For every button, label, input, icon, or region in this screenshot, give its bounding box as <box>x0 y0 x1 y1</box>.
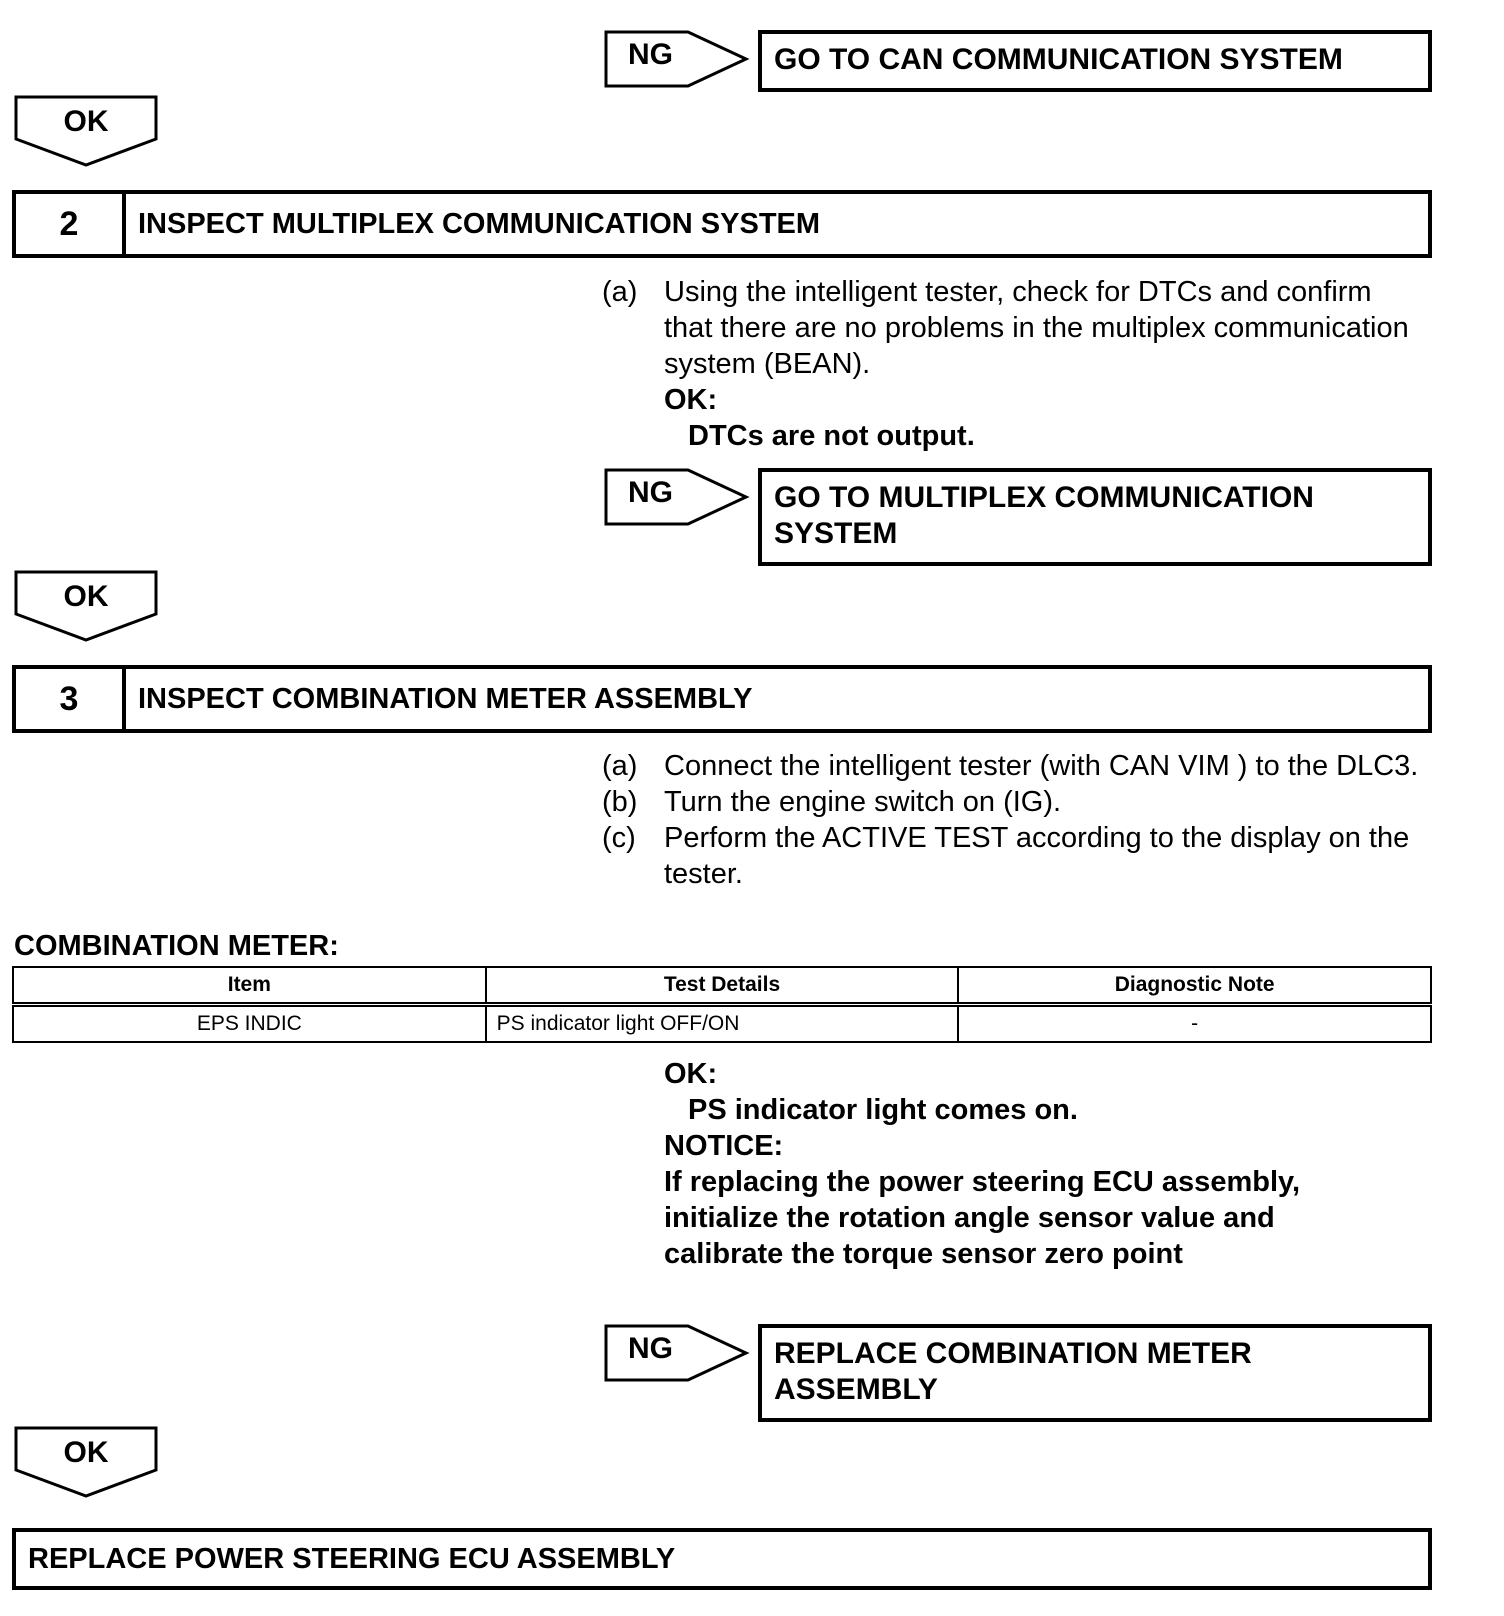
ok-arrow <box>14 1426 158 1498</box>
ng-target-multiplex <box>758 468 1432 566</box>
step-number: 3 <box>16 669 126 729</box>
table-title: COMBINATION METER: <box>14 930 339 962</box>
step-3-instructions <box>602 748 1422 892</box>
ng-arrow-shape <box>604 468 750 526</box>
ok-heading: OK: <box>664 384 718 416</box>
ng-arrow-shape <box>604 30 750 88</box>
step-number: 2 <box>16 194 126 254</box>
ok-label: OK <box>63 1436 109 1469</box>
ng-target-text: GO TO CAN COMMUNICATION SYSTEM <box>774 43 1343 76</box>
table-header-row <box>13 967 1431 1005</box>
step-title: INSPECT COMBINATION METER ASSEMBLY <box>138 682 753 715</box>
step-2-instructions <box>602 274 1422 454</box>
ng-label: NG <box>628 38 673 71</box>
final-step-title: REPLACE POWER STEERING ECU ASSEMBLY <box>28 1542 676 1575</box>
ok-text: PS indicator light comes on. <box>688 1094 1078 1126</box>
ng-arrow <box>604 1324 750 1382</box>
ok-label: OK <box>63 580 109 613</box>
instruction-letter: (a) <box>602 750 638 782</box>
step-2-header <box>12 190 1432 258</box>
ng-target-line: ASSEMBLY <box>774 1373 938 1406</box>
combination-meter-table <box>12 966 1432 1043</box>
ok-criteria <box>602 382 1422 454</box>
ng-label: NG <box>628 476 673 509</box>
instruction-text: Using the intelligent tester, check for DTCs and confirm that there are no problems in the multiplex communication system (BEAN). <box>664 276 1409 380</box>
ok-arrow <box>14 570 158 642</box>
table-cell: EPS INDIC <box>13 1005 486 1043</box>
table-header: Test Details <box>486 967 959 1005</box>
ng-target-combination-meter <box>758 1324 1432 1422</box>
table-row <box>13 1005 1431 1043</box>
instruction-row <box>602 820 1422 892</box>
instruction-row <box>602 274 1422 382</box>
ok-arrow <box>14 95 158 167</box>
ng-label: NG <box>628 1332 673 1365</box>
notice-heading: NOTICE: <box>664 1130 784 1162</box>
ok-label: OK <box>63 105 109 138</box>
table-header: Item <box>13 967 486 1005</box>
final-step-box <box>12 1528 1432 1590</box>
step-3-header <box>12 665 1432 733</box>
instruction-row <box>602 784 1422 820</box>
ng-target-can <box>758 30 1432 92</box>
step-3-criteria <box>664 1056 1424 1272</box>
ng-target-line: REPLACE COMBINATION METER <box>774 1337 1252 1370</box>
instruction-letter: (b) <box>602 786 638 818</box>
instruction-text: Turn the engine switch on (IG). <box>664 786 1062 818</box>
ok-heading: OK: <box>664 1058 718 1090</box>
ng-arrow <box>604 30 750 88</box>
ng-arrow <box>604 468 750 526</box>
notice-text: initialize the rotation angle sensor value and <box>664 1202 1275 1234</box>
notice-text: If replacing the power steering ECU assembly, <box>664 1166 1301 1198</box>
ng-arrow-shape <box>604 1324 750 1382</box>
ng-target-line: GO TO MULTIPLEX COMMUNICATION <box>774 481 1314 514</box>
notice-text: calibrate the torque sensor zero point <box>664 1238 1183 1270</box>
instruction-row <box>602 748 1422 784</box>
instruction-text: Perform the ACTIVE TEST according to the display on the tester. <box>664 822 1410 890</box>
instruction-letter: (a) <box>602 276 638 308</box>
table-cell: - <box>958 1005 1431 1043</box>
step-title: INSPECT MULTIPLEX COMMUNICATION SYSTEM <box>138 207 821 240</box>
table-header: Diagnostic Note <box>958 967 1431 1005</box>
ng-target-line: SYSTEM <box>774 517 898 550</box>
instruction-letter: (c) <box>602 822 636 854</box>
instruction-text: Connect the intelligent tester (with CAN VIM ) to the DLC3. <box>664 750 1419 782</box>
table-cell: PS indicator light OFF/ON <box>486 1005 959 1043</box>
ok-text: DTCs are not output. <box>688 420 975 452</box>
